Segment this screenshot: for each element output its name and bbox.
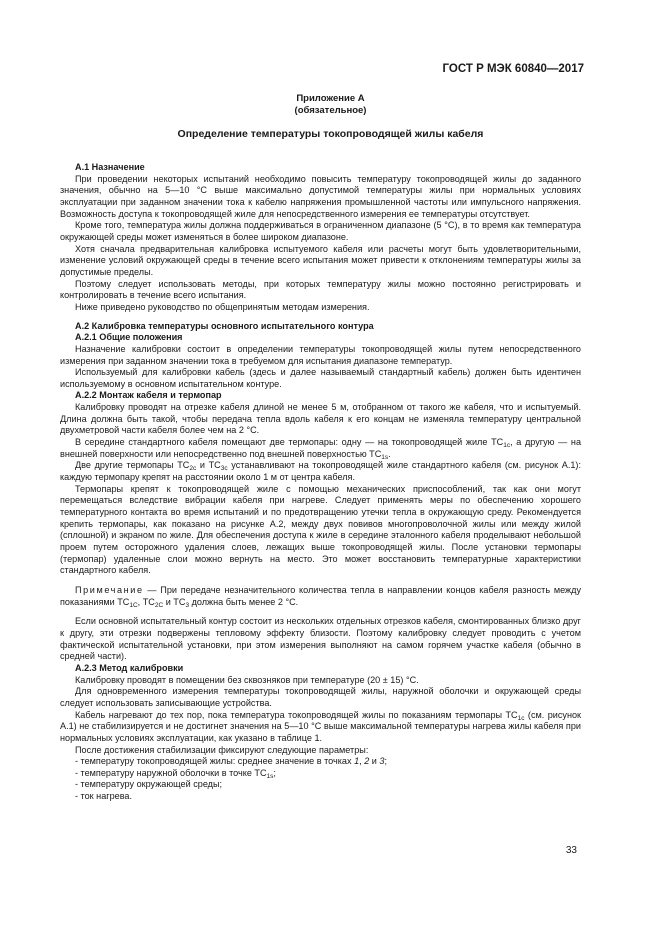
paragraph: Хотя сначала предварительная калибровка испытуемого кабеля или расчеты могут быть удовлетворительными, изменение условий окружающей среды в течение всего испытания может привести к отклонениям температуры жилы за допустимые пределы. <box>60 243 581 277</box>
annex-title: Приложение А <box>296 93 365 104</box>
paragraph: Используемый для калибровки кабель (здесь и далее называемый стандартный кабель) должен быть идентичен используемому в основном испытательном контуре. <box>60 367 581 389</box>
paragraph: Для одновременного измерения температуры токопроводящей жилы, наружной оболочки и окружающей среды следует использовать записывающие устройства. <box>60 686 581 708</box>
paragraph: Назначение калибровки состоит в определении температуры токопроводящей жилы путем непосредственного измерения при заданном значении тока в требуемом для испытания диапазоне температур. <box>60 343 581 366</box>
parameter-list <box>60 756 581 803</box>
paragraph: Если основной испытательный контур состоит из нескольких отдельных отрезков кабеля, смонтированных близко друг к другу, эти отрезки подвержены тепловому эффекту близости. Поэтому калибровку следует проводить с учетом фактической испытательной установки, при этом измерения выполняют на самом горячем участке кабеля (обычно в средней части). <box>60 616 581 662</box>
paragraph: Калибровку проводят в помещении без сквозняков при температуре (20 ± 15) °С. <box>75 674 419 685</box>
note: Примечание — При передаче незначительного количества тепла в направлении концов кабеля разность между показаниями $ТС_{1С}$, $ТС_{2С}$ и $ТС_3$ должна быть менее 2 °С. <box>60 584 581 609</box>
list-item: - температуру токопроводящей жилы: среднее значение в точках 1, 2 и 3; <box>75 756 387 767</box>
page-number: 33 <box>565 845 577 856</box>
paragraph: Поэтому следует использовать методы, при которых температуру жилы можно постоянно регистрировать и контролировать в течение всего испытания. <box>60 278 581 301</box>
annex-status: (обязательное) <box>294 105 367 116</box>
paragraph: Калибровку проводят на отрезке кабеля длиной не менее 5 м, отобранном от такого же кабеля, что и испытуемый. Длина должна быть такой, чтобы передача тепла вдоль кабеля к его концам не изменяла температуру центральной двухметровой части кабеля более чем на 2 °С. <box>60 402 581 436</box>
paragraph: В середине стандартного кабеля помещают две термопары: одну — на токопроводящей жиле $ТС_{1c}$, а другую — на внешней поверхности или непосредственно под внешней поверхностью $ТС_{1s}$. <box>60 437 581 461</box>
paragraph: Кабель нагревают до тех пор, пока температура токопроводящей жилы по показаниям термопары $ТС_{1c}$ (см. рисунок А.1) не стабилизируется и не достигнет значения на 5—10 °С выше максимальной температуры нагрева жилы кабеля при нормальных условиях эксплуатации, как указано в таблице 1. <box>60 709 581 743</box>
paragraph: Ниже приведено руководство по общепринятым методам измерения. <box>75 301 370 312</box>
paragraph: После достижения стабилизации фиксируют следующие параметры: <box>75 744 369 755</box>
paragraph: Кроме того, температура жилы должна поддерживаться в ограниченном диапазоне (5 °С), в то время как температура окружающей среды может изменяться в более широком диапазоне. <box>60 220 581 242</box>
list-item: - температуру окружающей среды; <box>75 779 223 790</box>
section-heading-a2: А.2 Калибровка температуры основного испытательного контура <box>75 320 374 331</box>
standard-header: ГОСТ Р МЭК 60840—2017 <box>442 63 584 75</box>
subsection-heading-a23: А.2.3 Метод калибровки <box>75 662 184 673</box>
subsection-heading-a22: А.2.2 Монтаж кабеля и термопар <box>75 390 222 401</box>
paragraph: Термопары крепят к токопроводящей жиле с помощью механических приспособлений, так как они могут перемещаться вследствие вибрации кабеля при нагреве. Следует применять меры по обеспечению хорошего температурного контакта во время испытаний и по предотвращению утечки тепла в окружающую среду. Рекомендуется крепить термопары, как показано на рисунке А.2, между двух повивов многопроволочной жилы или между жилой (сплошной) и экраном по жиле. Для обеспечения доступа к жиле в середине эталонного кабеля проделывают небольшой проем путем осторожного удаления слоев, лежащих выше токопроводящей жилы. После установки термопары (термопар) удаленные слои можно вернуть на место. Это может восстановить температурные характеристики стандартного кабеля. <box>60 483 581 576</box>
list-item: - температуру наружной оболочки в точке $ТС_{1s}$; <box>75 767 276 780</box>
annex-heading <box>0 93 661 117</box>
paragraph: Две другие термопары $ТС_{2c}$ и $ТС_{3c}$ устанавливают на токопроводящей жиле стандартного кабеля (см. рисунок А.1): каждую термопару крепят на расстоянии около 1 м от центра кабеля. <box>60 460 581 483</box>
section-heading-a1: А.1 Назначение <box>75 162 145 172</box>
document-title: Определение температуры токопроводящей жилы кабеля <box>177 128 484 140</box>
document-body <box>60 162 581 803</box>
paragraph: При проведении некоторых испытаний необходимо повысить температуру токопроводящей жилы до заданного значения, обычно на 5—10 °С выше максимально допустимой температуры жилы при нормальных условиях эксплуатации при заданном значении тока к кабелю напряжения промышленной частоты или импульсного напряжения. Возможность доступа к токопроводящей жиле для непосредственного измерения ее температуры отсутствует. <box>60 173 581 219</box>
subsection-heading-a21: А.2.1 Общие положения <box>75 332 183 343</box>
note-label: Примечание <box>75 584 144 595</box>
list-item: - ток нагрева. <box>75 791 133 802</box>
